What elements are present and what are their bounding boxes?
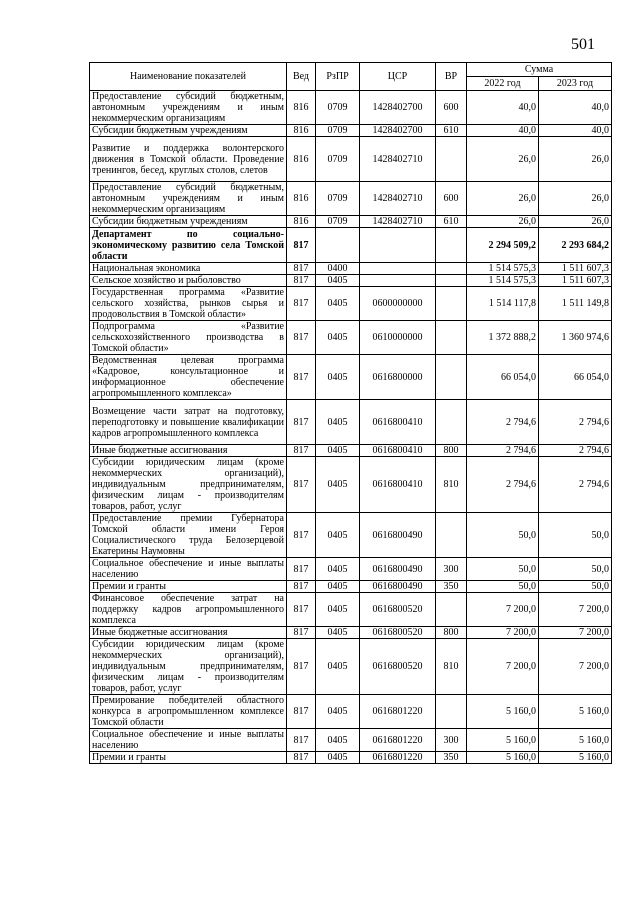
row-vr (436, 137, 467, 182)
row-ved: 817 (287, 287, 316, 321)
row-amount-2023: 50,0 (539, 558, 612, 581)
row-amount-2022: 50,0 (467, 558, 539, 581)
row-rzpr: 0405 (316, 457, 360, 513)
row-ved: 817 (287, 513, 316, 558)
row-vr (436, 695, 467, 729)
row-csr: 0616801220 (360, 729, 436, 752)
row-name: Социальное обеспечение и иные выплаты населению (90, 558, 287, 581)
header-vr: ВР (436, 63, 467, 91)
row-csr: 0616800000 (360, 355, 436, 400)
row-ved: 817 (287, 445, 316, 457)
row-vr (436, 263, 467, 275)
row-ved: 817 (287, 627, 316, 639)
row-ved: 816 (287, 125, 316, 137)
row-csr: 1428402700 (360, 91, 436, 125)
row-vr: 600 (436, 91, 467, 125)
table-row (90, 513, 612, 558)
row-amount-2022: 2 794,6 (467, 457, 539, 513)
table-row (90, 445, 612, 457)
row-amount-2022: 50,0 (467, 513, 539, 558)
row-rzpr: 0405 (316, 287, 360, 321)
row-csr: 0616800520 (360, 627, 436, 639)
row-csr: 0600000000 (360, 287, 436, 321)
row-amount-2023: 7 200,0 (539, 593, 612, 627)
table-row (90, 263, 612, 275)
header-ved: Вед (287, 63, 316, 91)
table-header (90, 63, 612, 91)
table-row (90, 182, 612, 216)
row-amount-2023: 5 160,0 (539, 752, 612, 764)
table-row (90, 216, 612, 228)
row-amount-2023: 26,0 (539, 182, 612, 216)
row-ved: 817 (287, 228, 316, 263)
row-vr (436, 275, 467, 287)
row-ved: 817 (287, 263, 316, 275)
row-rzpr: 0709 (316, 216, 360, 228)
row-amount-2023: 50,0 (539, 581, 612, 593)
row-rzpr: 0709 (316, 91, 360, 125)
row-amount-2022: 5 160,0 (467, 695, 539, 729)
budget-table (89, 62, 612, 764)
table-row (90, 639, 612, 695)
row-rzpr: 0405 (316, 729, 360, 752)
row-amount-2023: 50,0 (539, 513, 612, 558)
row-amount-2023: 2 794,6 (539, 400, 612, 445)
row-ved: 817 (287, 695, 316, 729)
table-row (90, 581, 612, 593)
row-ved: 817 (287, 729, 316, 752)
row-vr (436, 321, 467, 355)
table-row (90, 695, 612, 729)
row-rzpr: 0709 (316, 125, 360, 137)
row-csr: 0616801220 (360, 752, 436, 764)
row-amount-2022: 1 372 888,2 (467, 321, 539, 355)
row-rzpr: 0405 (316, 355, 360, 400)
row-vr: 300 (436, 558, 467, 581)
row-name: Предоставление субсидий бюджетным, автономным учреждениям и иным некоммерческим организациям (90, 182, 287, 216)
row-amount-2022: 2 294 509,2 (467, 228, 539, 263)
row-csr: 1428402710 (360, 137, 436, 182)
row-amount-2022: 2 794,6 (467, 445, 539, 457)
row-rzpr: 0405 (316, 558, 360, 581)
row-amount-2023: 2 293 684,2 (539, 228, 612, 263)
row-name: Национальная экономика (90, 263, 287, 275)
header-sum: Сумма (467, 63, 612, 77)
row-amount-2022: 1 514 117,8 (467, 287, 539, 321)
row-ved: 817 (287, 321, 316, 355)
row-ved: 817 (287, 355, 316, 400)
row-vr: 810 (436, 639, 467, 695)
row-amount-2022: 40,0 (467, 91, 539, 125)
row-name: Субсидии бюджетным учреждениям (90, 216, 287, 228)
header-csr: ЦСР (360, 63, 436, 91)
row-amount-2022: 1 514 575,3 (467, 263, 539, 275)
row-name: Иные бюджетные ассигнования (90, 627, 287, 639)
row-rzpr: 0400 (316, 263, 360, 275)
row-ved: 816 (287, 91, 316, 125)
row-amount-2022: 7 200,0 (467, 639, 539, 695)
row-name: Премирование победителей областного конкурса в агропромышленном комплексе Томской области (90, 695, 287, 729)
row-name: Субсидии юридическим лицам (кроме некоммерческих организаций), индивидуальным предпринимателям, физическим лицам - производителям товаров, работ, услуг (90, 457, 287, 513)
row-ved: 817 (287, 581, 316, 593)
row-name: Премии и гранты (90, 581, 287, 593)
row-ved: 817 (287, 639, 316, 695)
row-amount-2022: 40,0 (467, 125, 539, 137)
row-vr (436, 513, 467, 558)
row-rzpr (316, 228, 360, 263)
row-name: Предоставление премии Губернатора Томской области имени Героя Социалистического труда Белозерцевой Екатерины Наумовны (90, 513, 287, 558)
row-rzpr: 0405 (316, 445, 360, 457)
row-amount-2023: 1 511 149,8 (539, 287, 612, 321)
row-amount-2022: 7 200,0 (467, 593, 539, 627)
row-vr (436, 355, 467, 400)
table-row (90, 275, 612, 287)
row-name: Финансовое обеспечение затрат на поддержку кадров агропромышленного комплекса (90, 593, 287, 627)
row-csr: 1428402710 (360, 216, 436, 228)
row-vr: 610 (436, 216, 467, 228)
table-row (90, 627, 612, 639)
row-amount-2022: 5 160,0 (467, 729, 539, 752)
row-vr: 800 (436, 445, 467, 457)
row-csr: 0616800410 (360, 457, 436, 513)
row-csr: 1428402700 (360, 125, 436, 137)
row-rzpr: 0405 (316, 275, 360, 287)
row-vr: 350 (436, 581, 467, 593)
row-amount-2023: 2 794,6 (539, 445, 612, 457)
header-2023: 2023 год (539, 77, 612, 91)
row-amount-2022: 2 794,6 (467, 400, 539, 445)
row-csr: 0616800490 (360, 581, 436, 593)
row-amount-2023: 1 511 607,3 (539, 275, 612, 287)
table-row (90, 287, 612, 321)
row-ved: 817 (287, 400, 316, 445)
row-csr (360, 228, 436, 263)
row-rzpr: 0405 (316, 695, 360, 729)
row-amount-2022: 50,0 (467, 581, 539, 593)
row-ved: 817 (287, 275, 316, 287)
row-amount-2023: 40,0 (539, 125, 612, 137)
table-body (90, 91, 612, 764)
row-amount-2022: 26,0 (467, 137, 539, 182)
row-name: Иные бюджетные ассигнования (90, 445, 287, 457)
row-name: Субсидии юридическим лицам (кроме некоммерческих организаций), индивидуальным предпринимателям, физическим лицам - производителям товаров, работ, услуг (90, 639, 287, 695)
header-rzpr: РзПР (316, 63, 360, 91)
row-name: Развитие и поддержка волонтерского движения в Томской области. Проведение тренингов, бесед, круглых столов, слетов (90, 137, 287, 182)
page-number: 501 (571, 36, 595, 53)
row-vr (436, 287, 467, 321)
row-name: Государственная программа «Развитие сельского хозяйства, рынков сырья и продовольствия в Томской области» (90, 287, 287, 321)
header-2022: 2022 год (467, 77, 539, 91)
row-name: Сельское хозяйство и рыболовство (90, 275, 287, 287)
row-amount-2023: 1 511 607,3 (539, 263, 612, 275)
row-amount-2022: 7 200,0 (467, 627, 539, 639)
row-name: Предоставление субсидий бюджетным, автономным учреждениям и иным некоммерческим организациям (90, 91, 287, 125)
row-csr: 0616801220 (360, 695, 436, 729)
row-amount-2023: 2 794,6 (539, 457, 612, 513)
row-amount-2023: 26,0 (539, 216, 612, 228)
row-amount-2023: 7 200,0 (539, 627, 612, 639)
table-row (90, 457, 612, 513)
row-vr: 810 (436, 457, 467, 513)
table-row (90, 91, 612, 125)
row-vr: 350 (436, 752, 467, 764)
row-vr: 610 (436, 125, 467, 137)
row-amount-2022: 26,0 (467, 182, 539, 216)
row-amount-2023: 26,0 (539, 137, 612, 182)
row-name: Премии и гранты (90, 752, 287, 764)
table-row (90, 729, 612, 752)
row-vr: 600 (436, 182, 467, 216)
table-row (90, 558, 612, 581)
row-csr: 1428402710 (360, 182, 436, 216)
row-csr: 0616800520 (360, 593, 436, 627)
table-row (90, 228, 612, 263)
table-row (90, 593, 612, 627)
row-name: Возмещение части затрат на подготовку, переподготовку и повышение квалификации кадров агропромышленного комплекса (90, 400, 287, 445)
row-amount-2022: 5 160,0 (467, 752, 539, 764)
row-name: Подпрограмма «Развитие сельскохозяйственного производства в Томской области» (90, 321, 287, 355)
row-ved: 816 (287, 216, 316, 228)
row-vr: 800 (436, 627, 467, 639)
row-rzpr: 0405 (316, 581, 360, 593)
row-rzpr: 0405 (316, 400, 360, 445)
row-vr (436, 593, 467, 627)
row-rzpr: 0405 (316, 593, 360, 627)
header-name: Наименование показателей (90, 63, 287, 91)
row-amount-2023: 7 200,0 (539, 639, 612, 695)
row-name: Ведомственная целевая программа «Кадровое, консультационное и информационное обеспечение агропромышленного комплекса» (90, 355, 287, 400)
row-amount-2023: 5 160,0 (539, 729, 612, 752)
row-csr: 0616800490 (360, 513, 436, 558)
row-amount-2023: 5 160,0 (539, 695, 612, 729)
row-rzpr: 0405 (316, 321, 360, 355)
row-ved: 816 (287, 182, 316, 216)
row-amount-2023: 66 054,0 (539, 355, 612, 400)
row-csr: 0616800410 (360, 400, 436, 445)
row-amount-2022: 66 054,0 (467, 355, 539, 400)
row-ved: 816 (287, 137, 316, 182)
row-vr (436, 400, 467, 445)
row-ved: 817 (287, 752, 316, 764)
row-rzpr: 0709 (316, 182, 360, 216)
row-ved: 817 (287, 593, 316, 627)
row-rzpr: 0405 (316, 627, 360, 639)
table-row (90, 321, 612, 355)
row-name: Субсидии бюджетным учреждениям (90, 125, 287, 137)
row-name: Департамент по социально-экономическому развитию села Томской области (90, 228, 287, 263)
row-rzpr: 0405 (316, 752, 360, 764)
row-amount-2022: 26,0 (467, 216, 539, 228)
row-amount-2023: 40,0 (539, 91, 612, 125)
row-amount-2023: 1 360 974,6 (539, 321, 612, 355)
row-amount-2022: 1 514 575,3 (467, 275, 539, 287)
row-name: Социальное обеспечение и иные выплаты населению (90, 729, 287, 752)
row-rzpr: 0709 (316, 137, 360, 182)
row-csr: 0616800490 (360, 558, 436, 581)
row-vr: 300 (436, 729, 467, 752)
table-row (90, 125, 612, 137)
table-row (90, 137, 612, 182)
row-csr: 0610000000 (360, 321, 436, 355)
table-row (90, 752, 612, 764)
table-row (90, 355, 612, 400)
row-ved: 817 (287, 558, 316, 581)
row-csr (360, 275, 436, 287)
row-rzpr: 0405 (316, 639, 360, 695)
row-csr: 0616800520 (360, 639, 436, 695)
row-vr (436, 228, 467, 263)
row-rzpr: 0405 (316, 513, 360, 558)
row-ved: 817 (287, 457, 316, 513)
row-csr (360, 263, 436, 275)
row-csr: 0616800410 (360, 445, 436, 457)
table-row (90, 400, 612, 445)
